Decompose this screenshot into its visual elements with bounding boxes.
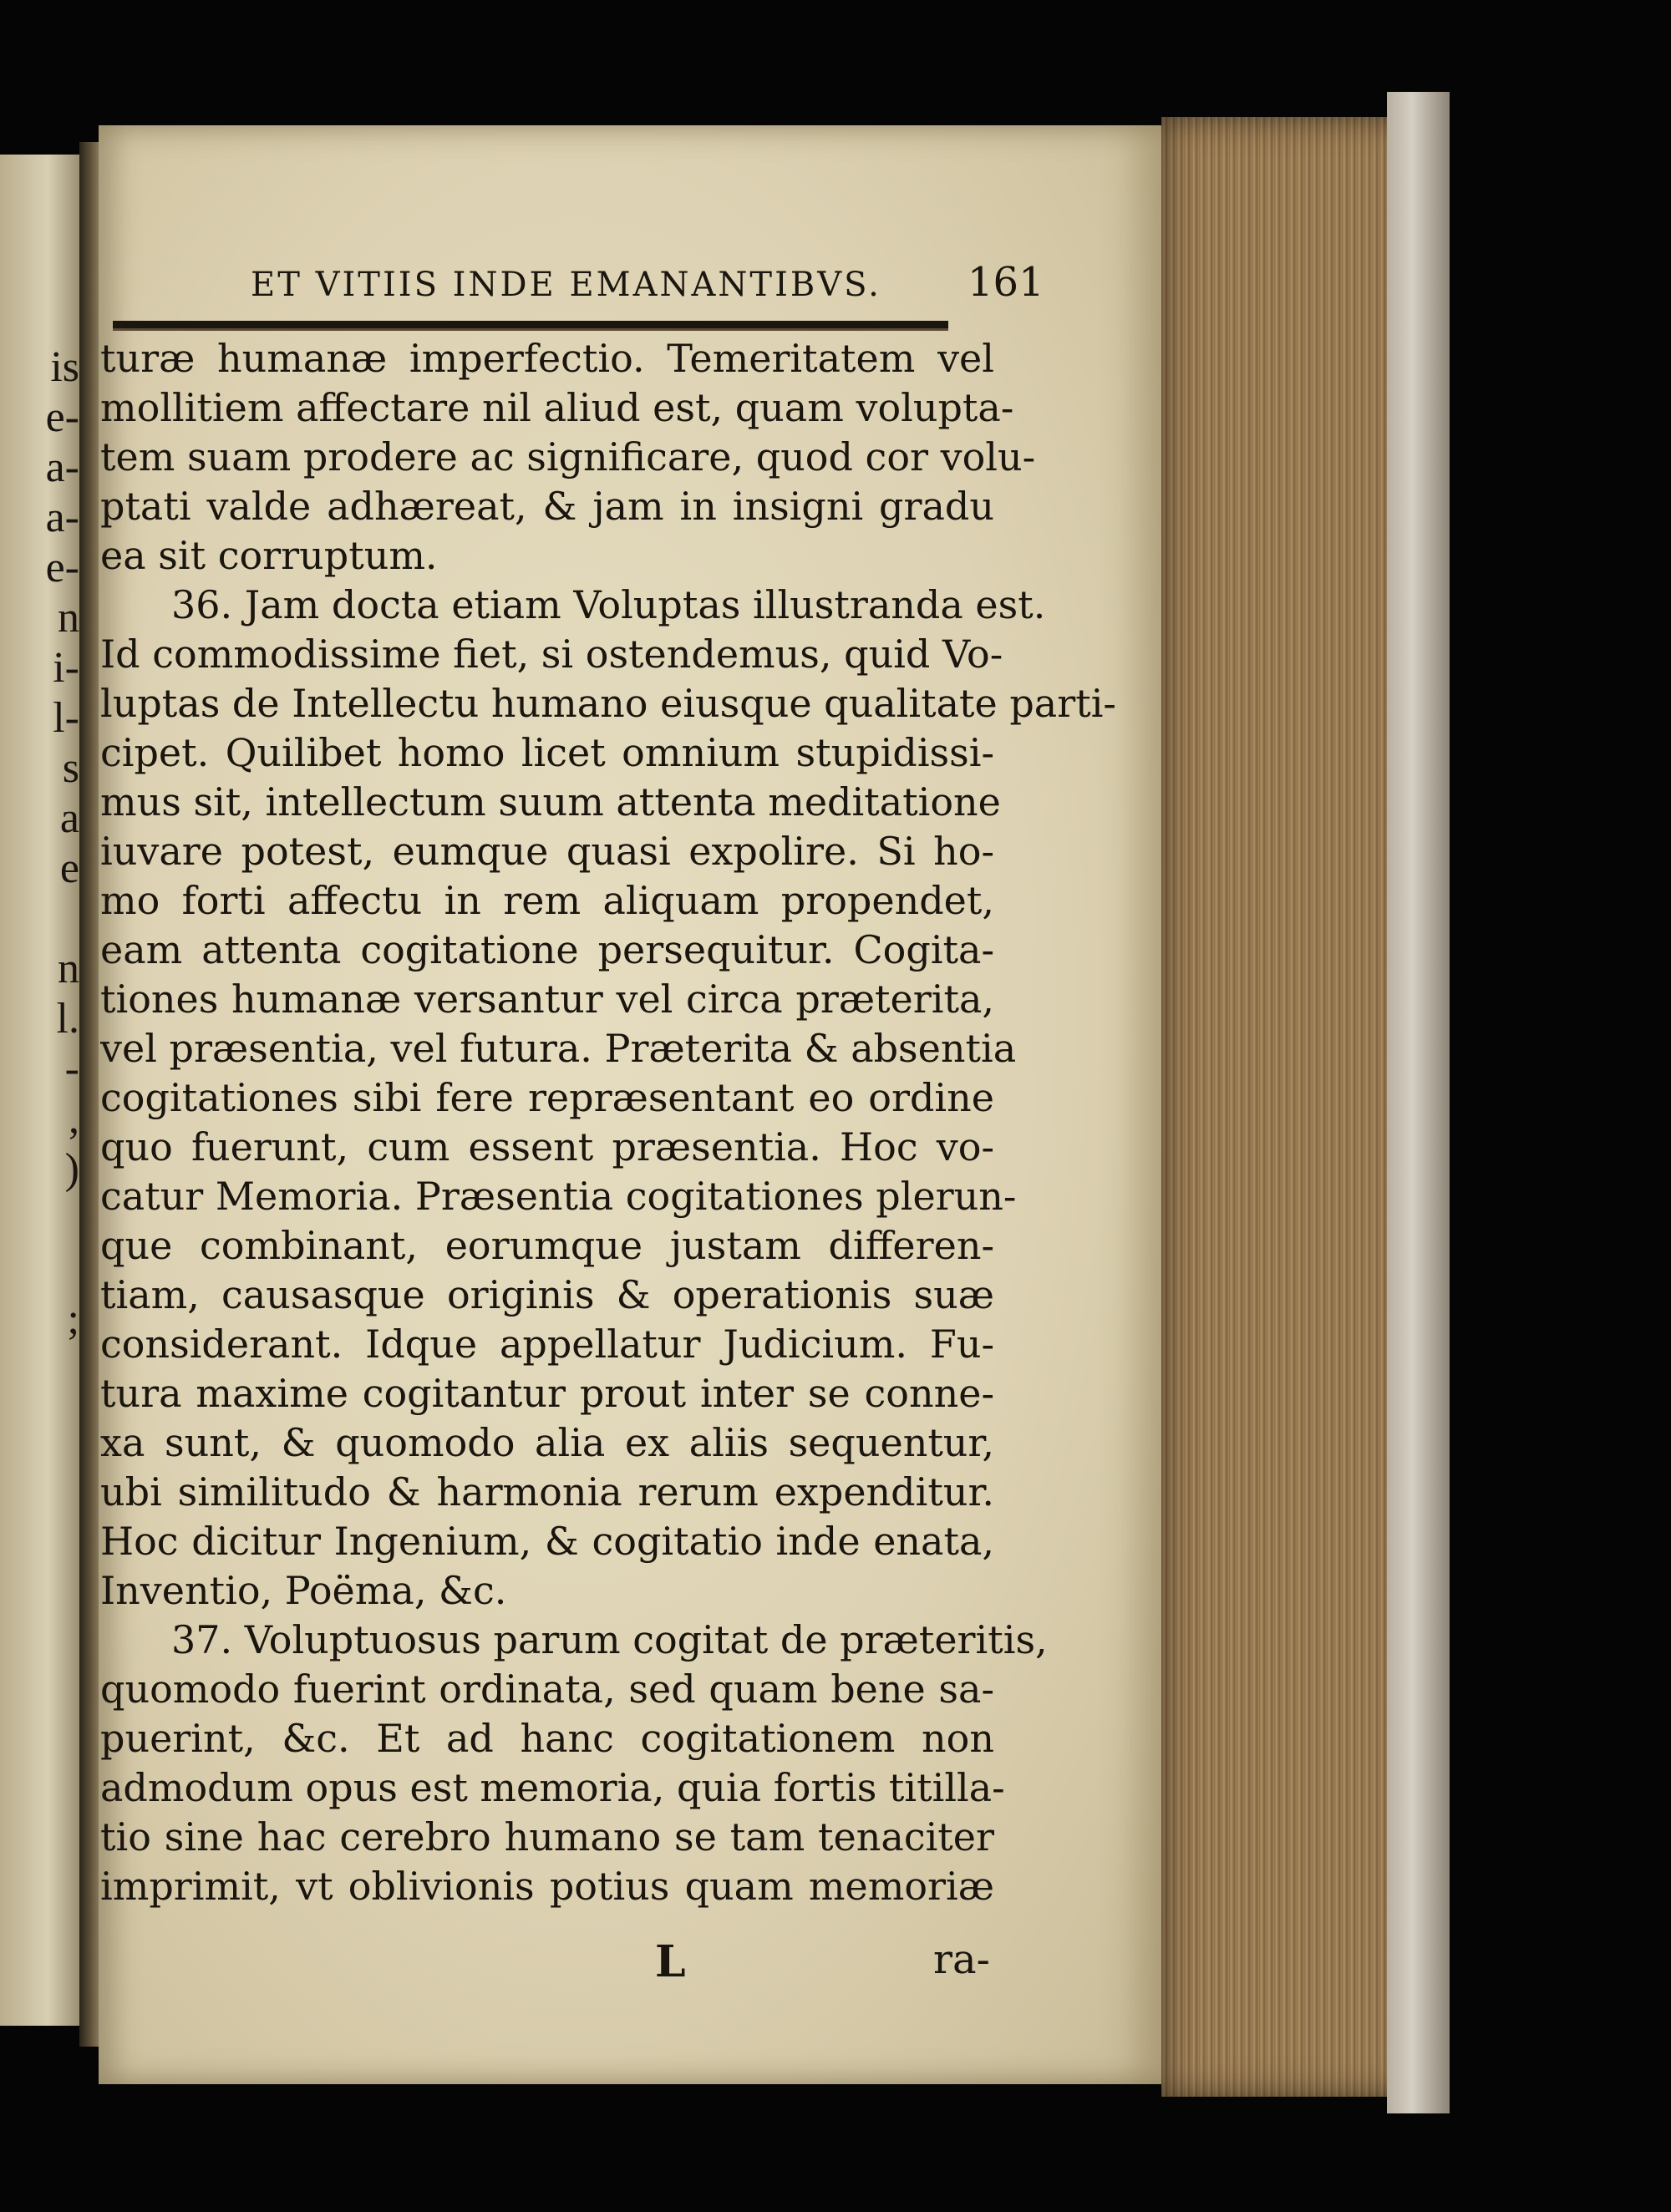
page-fore-edge <box>1161 117 1412 2097</box>
header-rule <box>113 321 948 331</box>
text-line: luptas de Intellectu humano eiusque qualitate parti- <box>100 681 1116 726</box>
text-line: tem suam prodere ac significare, quod cor volu- <box>100 434 1036 479</box>
text-line: turæ humanæ imperfectio. Temeritatem vel <box>100 336 994 381</box>
left-page-fragment: l- <box>53 694 79 742</box>
text-line: 37. Voluptuosus parum cogitat de præteritis, <box>171 1617 1048 1662</box>
text-line: admodum opus est memoria, quia fortis titilla- <box>100 1765 1005 1810</box>
text-line: Inventio, Poëma, &c. <box>100 1568 507 1613</box>
text-line: catur Memoria. Præsentia cogitationes plerun- <box>100 1174 1017 1219</box>
book-gutter <box>79 142 100 2047</box>
text-line: eam attenta cogitatione persequitur. Cogita- <box>100 927 994 972</box>
text-line: ea sit corruptum. <box>100 533 438 578</box>
text-line: xa sunt, & quomodo alia ex aliis sequentur, <box>100 1420 994 1465</box>
text-line: tura maxime cogitantur prout inter se conne- <box>100 1371 994 1416</box>
previous-page-fragment <box>0 155 83 2026</box>
page-footer <box>0 1936 1671 1995</box>
left-page-fragment: s <box>62 744 79 792</box>
left-page-fragment: a <box>59 794 79 842</box>
text-line: vel præsentia, vel futura. Præterita & absentia <box>100 1026 1017 1071</box>
left-page-fragment: , <box>69 1095 79 1143</box>
left-page-fragment: n <box>58 594 79 642</box>
left-page-fragment: l. <box>56 995 79 1043</box>
text-line: cipet. Quilibet homo licet omnium stupidissi- <box>100 730 994 775</box>
text-line: mus sit, intellectum suum attenta meditatione <box>100 779 1001 824</box>
signature-mark: L <box>655 1936 686 1987</box>
text-line: Hoc dicitur Ingenium, & cogitatio inde enata, <box>100 1519 994 1564</box>
book-binding <box>1387 92 1450 2113</box>
left-page-fragment: a- <box>45 444 79 491</box>
catchword: ra- <box>933 1936 990 1983</box>
text-line: Id commodissime fiet, si ostendemus, quid Vo- <box>100 632 1003 677</box>
page-header <box>251 259 1044 316</box>
text-line: iuvare potest, eumque quasi expolire. Si ho- <box>100 829 994 874</box>
text-line: mollitiem affectare nil aliud est, quam volupta- <box>100 385 1014 430</box>
left-page-fragment: n <box>58 945 79 992</box>
text-line: quomodo fuerint ordinata, sed quam bene sa- <box>100 1667 994 1712</box>
text-line: tio sine hac cerebro humano se tam tenaciter <box>100 1814 994 1859</box>
left-page-fragment: i- <box>53 644 79 692</box>
left-page-fragment: ) <box>64 1145 79 1193</box>
text-line: que combinant, eorumque justam differen- <box>100 1223 994 1268</box>
text-line: ubi similitudo & harmonia rerum expenditur. <box>100 1469 994 1514</box>
text-line: mo forti affectu in rem aliquam propendet, <box>100 878 994 923</box>
left-page-fragment: e- <box>45 544 79 591</box>
text-line: imprimit, vt oblivionis potius quam memoriæ <box>100 1864 994 1909</box>
text-line: tiam, causasque originis & operationis suæ <box>100 1272 994 1317</box>
text-line: tiones humanæ versantur vel circa præterita, <box>100 977 994 1022</box>
text-line: ptati valde adhæreat, & jam in insigni gradu <box>100 484 994 529</box>
left-page-fragment: ; <box>67 1296 79 1343</box>
left-page-fragment: e- <box>45 393 79 441</box>
left-page-fragment: e <box>59 845 79 892</box>
page-number: 161 <box>968 259 1044 306</box>
text-line: puerint, &c. Et ad hanc cogitationem non <box>100 1716 994 1761</box>
running-title: ET VITIIS INDE EMANANTIBVS. <box>251 266 881 304</box>
text-line: 36. Jam docta etiam Voluptas illustranda est. <box>171 582 1046 627</box>
body-text <box>100 334 1116 1911</box>
text-line: cogitationes sibi fere repræsentant eo ordine <box>100 1075 994 1120</box>
text-line: considerant. Idque appellatur Judicium. Fu- <box>100 1322 994 1367</box>
left-page-fragment: - <box>64 1045 79 1093</box>
left-page-fragment: is <box>50 343 79 391</box>
left-page-fragment: a- <box>45 494 79 541</box>
text-line: quo fuerunt, cum essent præsentia. Hoc vo- <box>100 1124 994 1169</box>
